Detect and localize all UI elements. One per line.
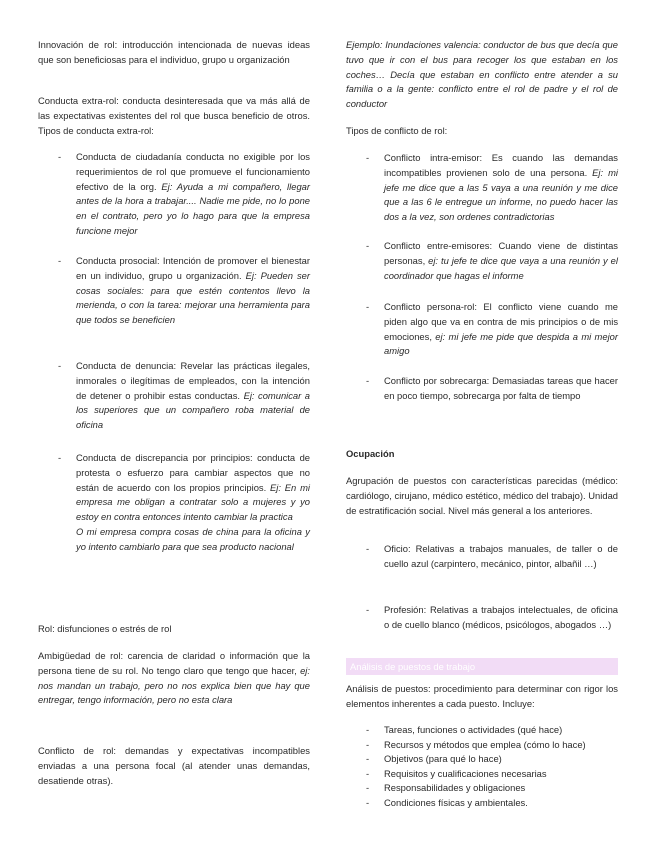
extra-rol-list: [38, 359, 310, 433]
tipos-conflicto-heading: Tipos de conflicto de rol:: [346, 125, 448, 136]
ejemplo-paragraph: Ejemplo: Inundaciones valencia: conductor de bus que decía que tuvo que ir con el bus para recoger los que estaban en los coches… Decía que estaban en conflicto entre atender a su familia o a la gente: conflicto entre el rol de padre y el rol de conductor: [346, 39, 618, 110]
ocupacion-paragraph: Agrupación de puestos con características parecidas (médico: cardiólogo, cirujano, médico estético, médico del trabajo). Unidad de estratificación social. Nivel más general a los anteriores.: [346, 475, 618, 516]
list-item: - Conducta de discrepancia por principios: conducta de protesta o esfuerzo para cambiar aspectos que no están de acuerdo con los propios principios. Ej: En mi empresa me obligan a contratar solo a mujeres y yo estoy en contra entonces intento cambiar la practica O mi empresa compra cosas de china para la oficina y yo intento cambiarlo para que sea producto nacional: [38, 451, 310, 555]
list-item: - Recursos y métodos que emplea (cómo lo hace): [346, 738, 618, 753]
list-item: - Responsabilidades y obligaciones: [346, 781, 618, 796]
conflict-list: [346, 239, 618, 283]
analisis-list: [346, 723, 618, 811]
list-item: - Condiciones físicas y ambientales.: [346, 796, 618, 811]
disfunciones-heading: Rol: disfunciones o estrés de rol: [38, 623, 172, 634]
list-item: - Conflicto entre-emisores: Cuando viene de distintas personas, ej: tu jefe te dice que vaya a una reunión y el coordinador que hagas el informe: [346, 239, 618, 283]
conflict-list: [346, 300, 618, 359]
analisis-paragraph: Análisis de puestos: procedimiento para determinar con rigor los elementos inherentes a cada puesto. Incluye:: [346, 683, 618, 709]
ocupacion-list: [346, 542, 618, 572]
extra-rol-list: [38, 150, 310, 239]
list-item: - Requisitos y cualificaciones necesarias: [346, 767, 618, 782]
list-item: - Objetivos (para qué lo hace): [346, 752, 618, 767]
list-item: - Conflicto intra-emisor: Es cuando las demandas incompatibles provienen solo de una persona. Ej: mi jefe me dice que a las 5 vaya a una reunión y me dice que a las 6 le entregue un informe, no puedo hacer las dos a la vez, son ordenes contradictorias: [346, 151, 618, 225]
conflict-list: [346, 151, 618, 225]
list-item: - Conducta prosocial: Intención de promover el bienestar en un individuo, grupo u organización. Ej: Pueden ser cosas sociales: para que estén contentos llevo la merienda, o con la tarea: mejorar una herramienta para que todos se beneficien: [38, 254, 310, 328]
conflicto-paragraph: Conflicto de rol: demandas y expectativas incompatibles enviadas a una persona focal (al atender unas demandas, desatiende otras).: [38, 745, 310, 786]
conflict-list: [346, 374, 618, 404]
list-item: - Oficio: Relativas a trabajos manuales, de taller o de cuello azul (carpintero, mecánico, pintor, albañil …): [346, 542, 618, 572]
analisis-title: Análisis de puestos de trabajo: [346, 658, 618, 675]
list-item: - Conflicto persona-rol: El conflicto viene cuando me piden algo que va en contra de mis principios o de mis emociones, ej: mi jefe me pide que despida a mi mejor amigo: [346, 300, 618, 359]
extra-rol-list: [38, 254, 310, 328]
ocupacion-title: Ocupación: [346, 448, 395, 459]
list-item: - Conducta de ciudadanía conducta no exigible por los requerimientos de rol que promueve el funcionamiento efectivo de la org. Ej: Ayuda a mi compañero, llegar antes de la hora a trabajar.... Nadie me pide, no lo pone en el contrato, pero yo lo hago para que la empresa funcione mejor: [38, 150, 310, 239]
list-item: - Profesión: Relativas a trabajos intelectuales, de oficina o de cuello blanco (médicos, psicólogos, abogados …): [346, 603, 618, 633]
extra-rol-paragraph: Conducta extra-rol: conducta desinteresada que va más allá de las expectativas existentes del rol que busca beneficio de otros. Tipos de conducta extra-rol:: [38, 95, 310, 136]
ocupacion-list: [346, 603, 618, 633]
innovacion-paragraph: Innovación de rol: introducción intencionada de nuevas ideas que son beneficiosas para el individuo, grupo u organización: [38, 39, 310, 65]
list-item: - Conflicto por sobrecarga: Demasiadas tareas que hacer en poco tiempo, sobrecarga por falta de tiempo: [346, 374, 618, 404]
list-item: - Tareas, funciones o actividades (qué hace): [346, 723, 618, 738]
list-item: - Conducta de denuncia: Revelar las prácticas ilegales, inmorales o ilegítimas de empleados, con la intención de detener o prohibir estas conductas. Ej: comunicar a los superiores que un compañero roba material de oficina: [38, 359, 310, 433]
extra-rol-list: [38, 451, 310, 555]
ambiguedad-paragraph: Ambigüedad de rol: carencia de claridad o información que la persona tiene de su rol. No tengo claro que tengo que hacer, ej: nos mandan un trabajo, pero no nos explica bien que hay que entregar, tengo información, pero no esta clara: [38, 650, 310, 706]
